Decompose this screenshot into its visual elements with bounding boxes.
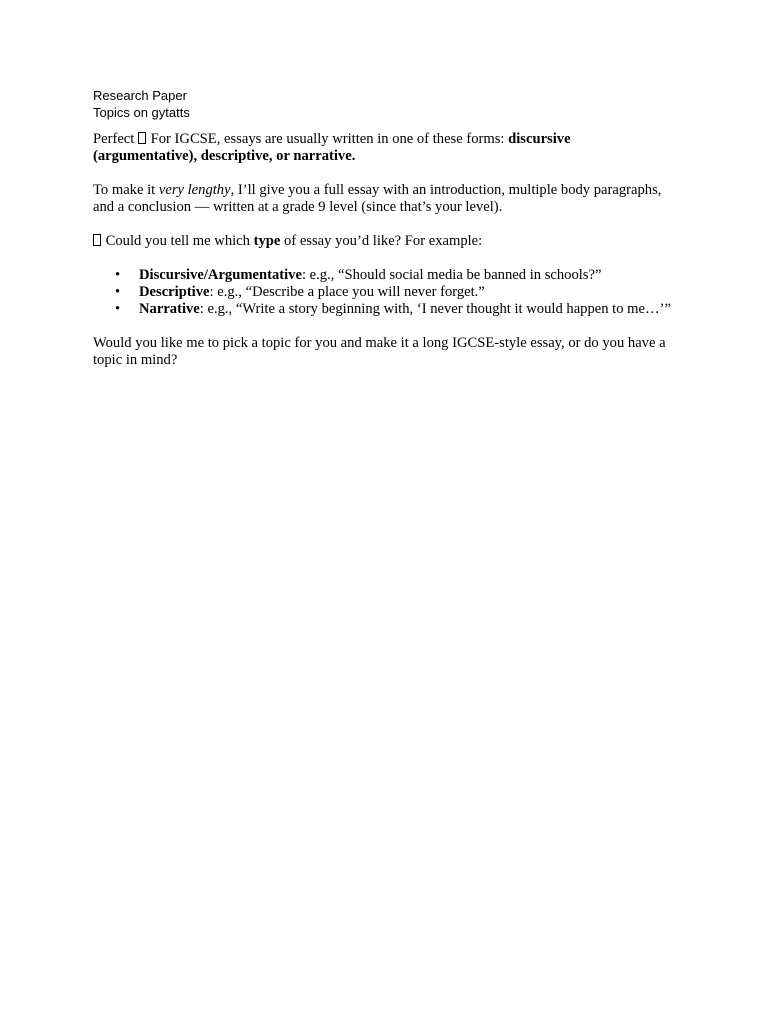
- question-bold-text: type: [253, 233, 281, 249]
- closing-paragraph: Would you like me to pick a topic for you and make it a long IGCSE-style essay, or do you have a topic in mind?: [93, 335, 666, 368]
- intro-lead-text: For IGCSE, essays are usually written in one of these forms:: [146, 131, 509, 147]
- document-page: [93, 87, 673, 369]
- bullet-icon: •: [115, 284, 121, 300]
- list-item: [93, 284, 673, 301]
- question-post-text: of essay you’d like? For example:: [280, 233, 483, 249]
- list-item: [93, 301, 673, 318]
- missing-glyph-icon: [93, 234, 101, 246]
- intro-paragraph: [93, 131, 673, 165]
- document-subheading: Topics on gytatts: [93, 105, 190, 120]
- example-term: Descriptive: [139, 284, 210, 300]
- example-desc: : e.g., “Describe a place you will never forget.”: [209, 284, 485, 300]
- list-item: [93, 267, 673, 284]
- length-post-text: , I’ll give you a full essay with an introduction, multiple body paragraphs, and a conclusion — written at a grade 9 level (since that’s your level).: [93, 182, 662, 215]
- question-paragraph: [93, 233, 673, 250]
- examples-list: [93, 267, 673, 318]
- example-desc: : e.g., “Should social media be banned in schools?”: [301, 267, 602, 283]
- bullet-icon: •: [115, 267, 121, 283]
- question-pre-text: Could you tell me which: [102, 233, 254, 249]
- intro-word: Perfect: [93, 131, 135, 147]
- example-desc: : e.g., “Write a story beginning with, ‘I never thought it would happen to me…’”: [199, 301, 671, 317]
- length-paragraph: [93, 182, 673, 216]
- document-heading: Research Paper: [93, 88, 187, 103]
- bullet-icon: •: [115, 301, 121, 317]
- example-term: Narrative: [139, 301, 200, 317]
- missing-glyph-icon: [138, 132, 146, 144]
- length-italic-text: very lengthy: [158, 182, 231, 198]
- essay-forms-text: discursive (argumentative), descriptive, or narrative.: [93, 131, 571, 164]
- length-pre-text: To make it: [93, 182, 159, 198]
- example-term: Discursive/Argumentative: [139, 267, 302, 283]
